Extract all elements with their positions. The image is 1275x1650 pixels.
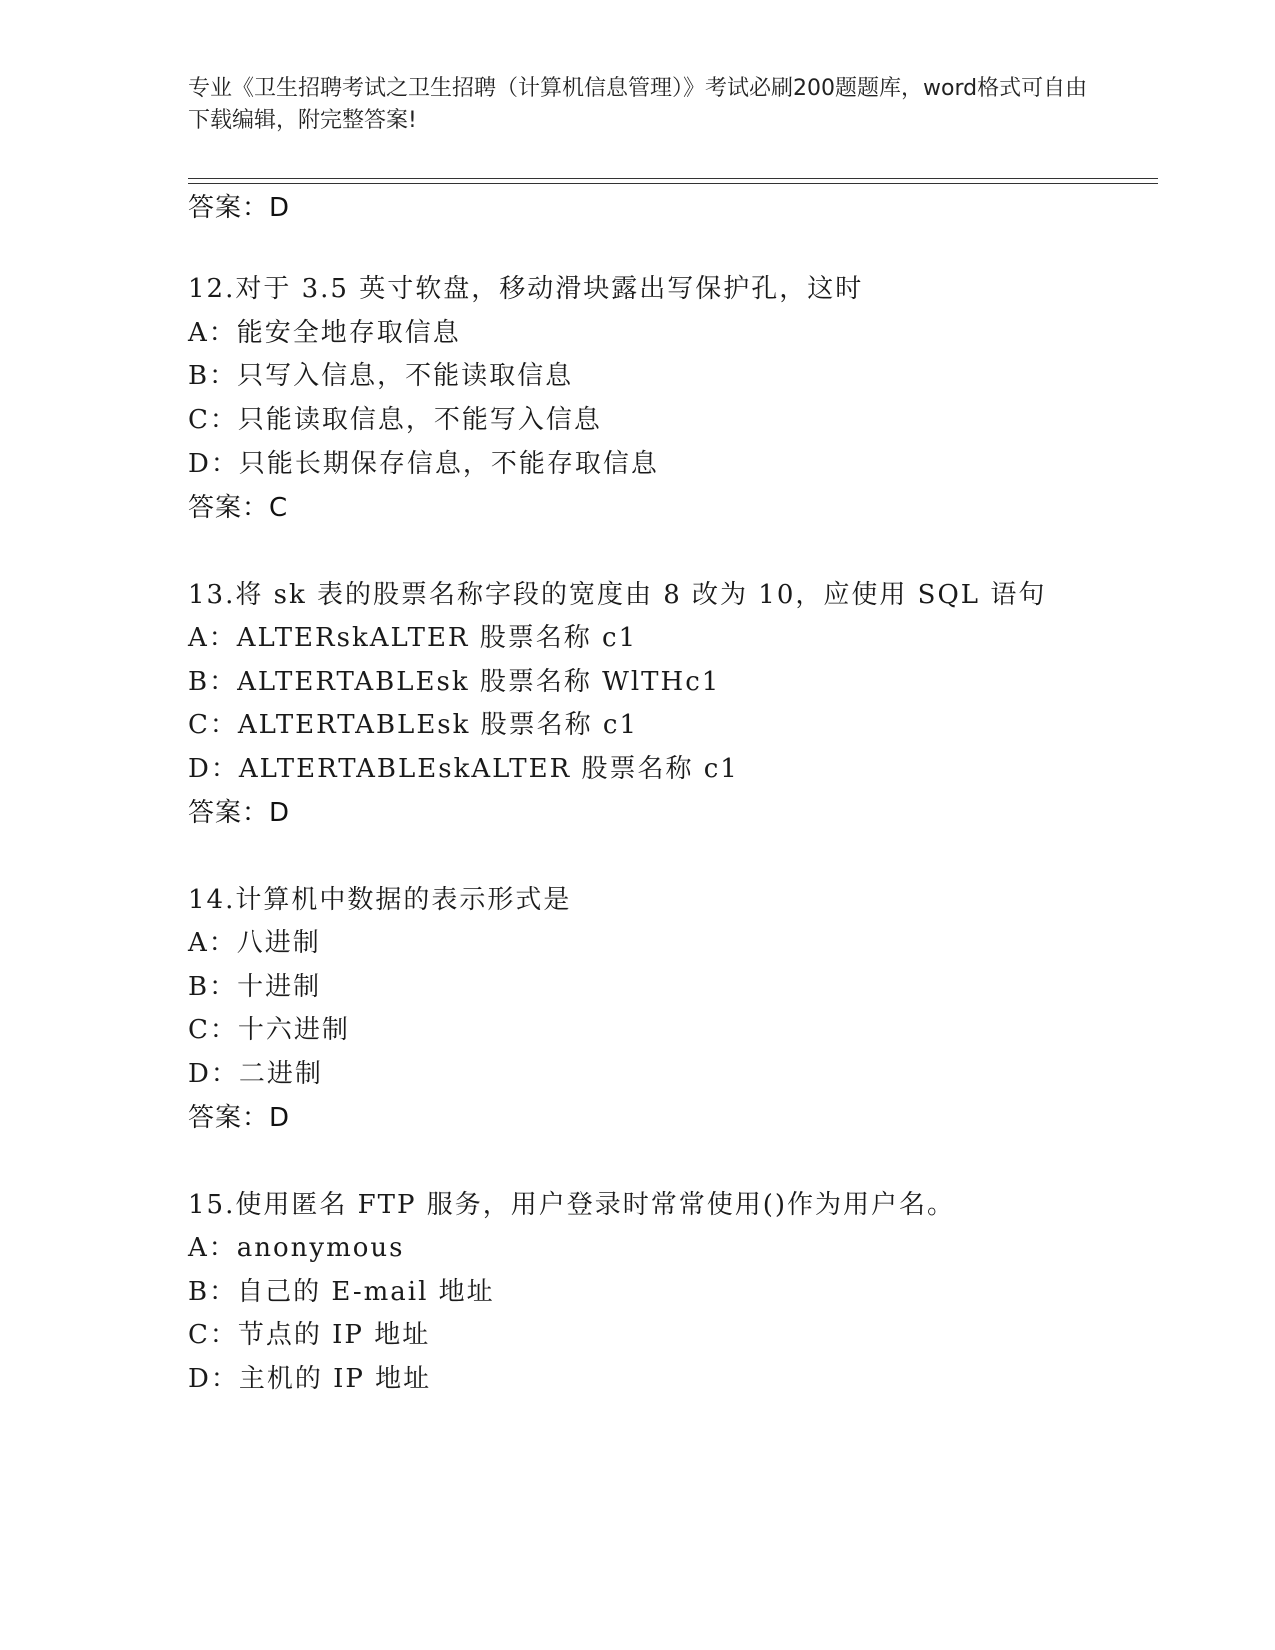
header-divider-bottom	[188, 183, 1158, 184]
question-15-option-b: B：自己的 E-mail 地址	[188, 1277, 495, 1307]
question-13-option-b: B：ALTERTABLEsk 股票名称 WlTHc1	[188, 667, 721, 697]
question-13-stem: 13.将 sk 表的股票名称字段的宽度由 8 改为 10，应使用 SQL 语句	[188, 580, 1047, 610]
question-14-stem: 14.计算机中数据的表示形式是	[188, 885, 572, 915]
question-15-stem: 15.使用匿名 FTP 服务，用户登录时常常使用()作为用户名。	[188, 1190, 956, 1220]
question-12-option-b: B：只写入信息，不能读取信息	[188, 361, 574, 391]
question-14-answer: 答案：D	[188, 1103, 291, 1133]
header-divider-top	[188, 178, 1158, 179]
question-14-option-a: A：八进制	[188, 928, 321, 958]
question-15-option-d: D：主机的 IP 地址	[188, 1364, 432, 1394]
question-13-option-d: D：ALTERTABLEskALTER 股票名称 c1	[188, 754, 739, 784]
question-14-option-b: B：十进制	[188, 972, 322, 1002]
question-14-option-c: C：十六进制	[188, 1015, 350, 1045]
question-12-stem: 12.对于 3.5 英寸软盘，移动滑块露出写保护孔，这时	[188, 274, 864, 304]
question-12-option-c: C：只能读取信息，不能写入信息	[188, 405, 602, 435]
previous-answer: 答案：D	[188, 193, 291, 223]
question-12-answer: 答案：C	[188, 493, 289, 523]
question-12-option-d: D：只能长期保存信息，不能存取信息	[188, 449, 659, 479]
question-15-option-a: A：anonymous	[188, 1233, 405, 1263]
question-13-option-a: A：ALTERskALTER 股票名称 c1	[188, 623, 638, 653]
question-13-answer: 答案：D	[188, 798, 291, 828]
question-12-option-a: A：能安全地存取信息	[188, 318, 461, 348]
question-14-option-d: D：二进制	[188, 1059, 323, 1089]
question-15-option-c: C：节点的 IP 地址	[188, 1320, 431, 1350]
document-header: 专业《卫生招聘考试之卫生招聘（计算机信息管理）》考试必刷200题题库，word格式可自由下载编辑，附完整答案!	[188, 76, 1088, 133]
question-13-option-c: C：ALTERTABLEsk 股票名称 c1	[188, 710, 639, 740]
